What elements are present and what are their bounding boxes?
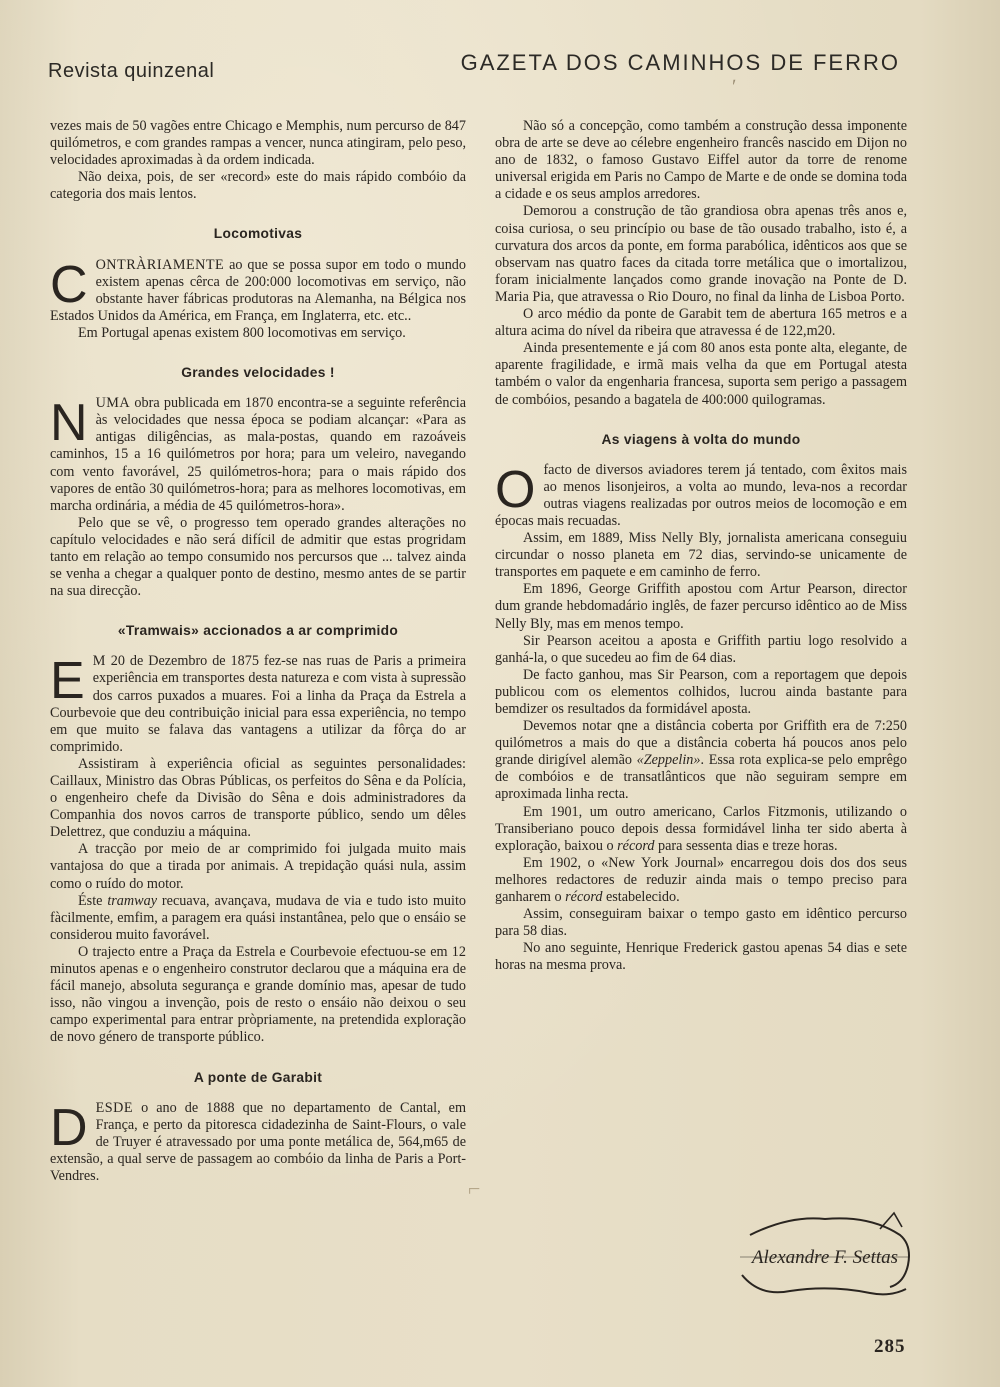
paragraph: Sir Pearson aceitou a aposta e Griffith partiu logo resolvido a ganhá-la, o que sucedeu ao fim de 64 dias. [495,632,907,666]
drop-cap: D [50,1098,88,1157]
drop-cap: N [50,394,88,453]
paragraph [50,395,466,515]
page-number: 285 [874,1336,906,1357]
paragraph-text: 20 de Dezembro de 1875 fez-se nas ruas de Paris a primeira experiência em transportes desta natureza e com vista à supressão dos carros puxados a muares. Foi a linha da Praça da Estrela a Courbevoie que deu contribuição inicial para essa experiência, no tempo em que muito se falava das vantagens a utilizar da fôrça do ar comprimido. [50,653,466,755]
italic-term: récord [617,837,655,854]
paragraph: Em Portugal apenas existem 800 locomotivas em serviço. [78,324,406,341]
paragraph [50,653,466,756]
publication-frequency: Revista quinzenal [48,60,215,82]
paragraph-text: Éste [78,892,108,909]
section-body [495,462,907,975]
paragraph: Assim, conseguiram baixar o tempo gasto em idêntico percurso para 58 dias. [495,906,907,940]
lead-word: ONTRÀRIAMENTE [95,256,225,273]
paragraph [495,804,907,855]
section-heading: Locomotivas [213,226,303,242]
paragraph: Pelo que se vê, o progresso tem operado grandes alterações no capítulo velocidades e não será difícil de admitir que estas progridam tanto em relação ao tempo consumido nos percursos que ... talvez ainda se venha a chegar a qualquer ponto de destino, mesmo antes de se partir na sua direcção. [50,514,466,600]
signature-text: Alexandre F. Settas [751,1247,899,1268]
drop-cap: O [495,460,536,519]
paragraph: De facto ganhou, mas Sir Pearson, com a reportagem que depois publicou com os elementos colhidos, lucrou ainda bastante para bemdizer os resultados da formidável aposta. [495,666,907,717]
paragraph-text: Devemos notar qne a distância coberta por Griffith era de 7:250 quilómetros a mais do que a distância coberta há poucos anos pelo grande dirigível alemão [495,718,907,769]
publication-title: GAZETA DOS CAMINHOS DE FERRO [460,50,900,75]
paragraph [50,893,466,944]
section-heading: «Tramwais» accionados a ar comprimido [117,623,399,639]
paragraph-text: o ano de 1888 que no departamento de Cantal, em França, e perto da pitoresca cidadezinha de Saint-Flours, o vale de Truyer é atravessado por uma ponte metálica de, 564,m65 de extensão, a qual serve de passagem ao combóio da linha de Paris a Port-Vendres. [50,1099,466,1184]
paragraph [495,855,907,906]
paragraph [495,718,907,803]
paragraph: A tracção por meio de ar comprimido foi julgada muito mais vantajosa do que a tirada por animais. A trepidação quási nula, assim como o ruído do motor. [50,841,466,892]
paragraph: Assistiram à experiência oficial as seguintes personalidades: Caillaux, Ministro das Obras Públicas, os perfeitos do Sêna e da Polícia, o engenheiro chefe da Divisão do Sêna e dois administradores da Companhia dos novos carros de transporte público, sendo um dêles Delettrez, que conduziu a máquina. [50,755,466,841]
italic-term: récord [565,889,603,906]
italic-term: «Zeppelin» [636,752,701,769]
author-signature [730,1205,920,1305]
italic-term: tramway [107,892,157,909]
paragraph-text: para sessenta dias e treze horas. [654,837,838,854]
paragraph: No ano seguinte, Henrique Frederick gastou apenas 54 dias e sete horas na mesma prova. [495,940,907,974]
paragraph: O arco médio da ponte de Garabit tem de abertura 165 metros e a altura acima do nível da ribeira que atravessa é de 122,m20. [495,306,907,340]
section-body [50,1100,466,1185]
paragraph-text: obra publicada em 1870 encontra-se a seguinte referência às velocidades que nessa época se podiam alcançar: «Para as antigas diligências, as mala-postas, quando em razoáveis caminhos, 15 a 16 quilómetros por hora; para um veleiro, navegando com vento favorável, 25 quilómetros-hora; para o mais rápido dos vapores de então 30 quilómetros-hora; para as melhores locomotivas, em marcha ordinária, a média de 45 quilómetros-hora». [50,395,466,514]
paragraph: Não só a concepção, como também a construção dessa imponente obra de arte se deve ao célebre engenheiro francês nascido em Dijon no ano de 1832, o famoso Gustavo Eiffel autor da torre de renome universal erigida em Paris no Campo de Marte e de onde se domina toda a cidade e os seus amplos arredores. [495,118,907,203]
right-column [495,118,907,975]
paragraph-text: Em 1902, o «New York Journal» encarregou dois dos dos seus melhores redactores de reduzir ainda mais o tempo preciso para ganharem o [495,854,907,906]
section-heading: A ponte de Garabit [193,1069,323,1085]
drop-cap: E [50,652,85,711]
paragraph [50,257,466,325]
paragraph-text: Em 1901, um outro americano, Carlos Fitzmonis, utilizando o Transiberiano pouco depois dessa formidável linha ter sido aberta à exploração, baixou o [495,803,907,854]
paragraph: Em 1896, George Griffith apostou com Artur Pearson, director dum grande hebdomadário inglês, de fazer percurso idêntico ao de Miss Nelly Bly, mas em menos tempo. [495,581,907,632]
lead-word: ESDE [95,1099,134,1116]
lead-word: M [92,653,106,670]
stray-ink-mark: ⌐ [468,1176,481,1201]
section-heading: As viagens à volta do mundo [601,431,801,447]
paragraph-text: recuava, avançava, mudava de via e tudo isto muito fàcilmente, emfim, a paragem era quási instantânea, pelo que o ensáio se considerou muito favorável. [50,892,466,943]
paragraph-text: ao que se possa supor em todo o mundo existem apenas cêrca de 200:000 locomotivas em serviço, não obstante haver fábricas produtoras na Alemanha, na Bélgica nos Estados Unidos da América, em França, em Inglaterra, etc. etc.. [50,256,466,324]
paragraph-text: . Essa rota explica-se pelo emprêgo de combóios e de transatlânticos que não seguiram sempre em aproximada linha recta. [495,752,907,803]
section-body [50,653,466,1046]
paragraph: Ainda presentemente e já com 80 anos esta ponte alta, elegante, de aparente fragilidade, e irmã mais velha da que em Portugal atesta também o valor da engenharia francesa, suporta sem perigo a passagem de combóios, pesando a bagatela de 400:000 quilogramas. [495,340,907,408]
drop-cap: C [50,255,88,314]
paragraph-text: estabelecido. [602,889,680,906]
paragraph: Demorou a construção de tão grandiosa obra apenas três anos e, coisa curiosa, o seu princípio ou base de tão ousado trabalho, isto é, a curvatura dos arcos da ponte, em forma parabólica, idênticos aos que se observam nas quatro faces da citada torre metálica que o imortalizou, foram inicialmente lançados como grande inovação na Ponte de D. Maria Pia, que atravessa o Rio Douro, no final da linha de Lisboa Porto. [495,203,907,305]
paragraph: vezes mais de 50 vagões entre Chicago e Memphis, num percurso de 847 quilómetros, e com grandes rampas a vencer, nunca atingiram, pelo peso, velocidades aproximadas à da ordem indicada. [50,118,466,169]
ink-mark: ʹ [732,76,737,98]
paragraph: O trajecto entre a Praça da Estrela e Courbevoie efectuou-se em 12 minutos apenas e o engenheiro construtor declarou que a máquina era de fácil manejo, absoluta segurança e grande domínio mas, apesar de tudo isso, não vingou a invenção, pois de resto o ensáio não deixou o seu campo experimental para entrar pròpriamente, na pretendida exploração de novo género de transporte público. [50,943,466,1046]
section-body [50,257,466,342]
section-body [50,395,466,600]
lead-word: UMA [95,395,131,412]
paragraph [50,1100,466,1185]
section-heading: Grandes velocidades ! [181,365,335,381]
left-column [50,118,466,1185]
paragraph: Não deixa, pois, de ser «record» este do mais rápido combóio da categoria dos mais lentos. [50,169,466,203]
paragraph: facto de diversos aviadores terem já tentado, com êxitos mais ao menos lisonjeiros, a volta ao mundo, leva-nos a recordar outras viagens realizadas por outros meios de locomoção e em épocas mais recuadas. [495,461,907,529]
paragraph: Assim, em 1889, Miss Nelly Bly, jornalista americana conseguiu circundar o nosso planeta em 72 dias, servindo-se unicamente de transportes em paquete e em caminho de ferro. [495,530,907,581]
